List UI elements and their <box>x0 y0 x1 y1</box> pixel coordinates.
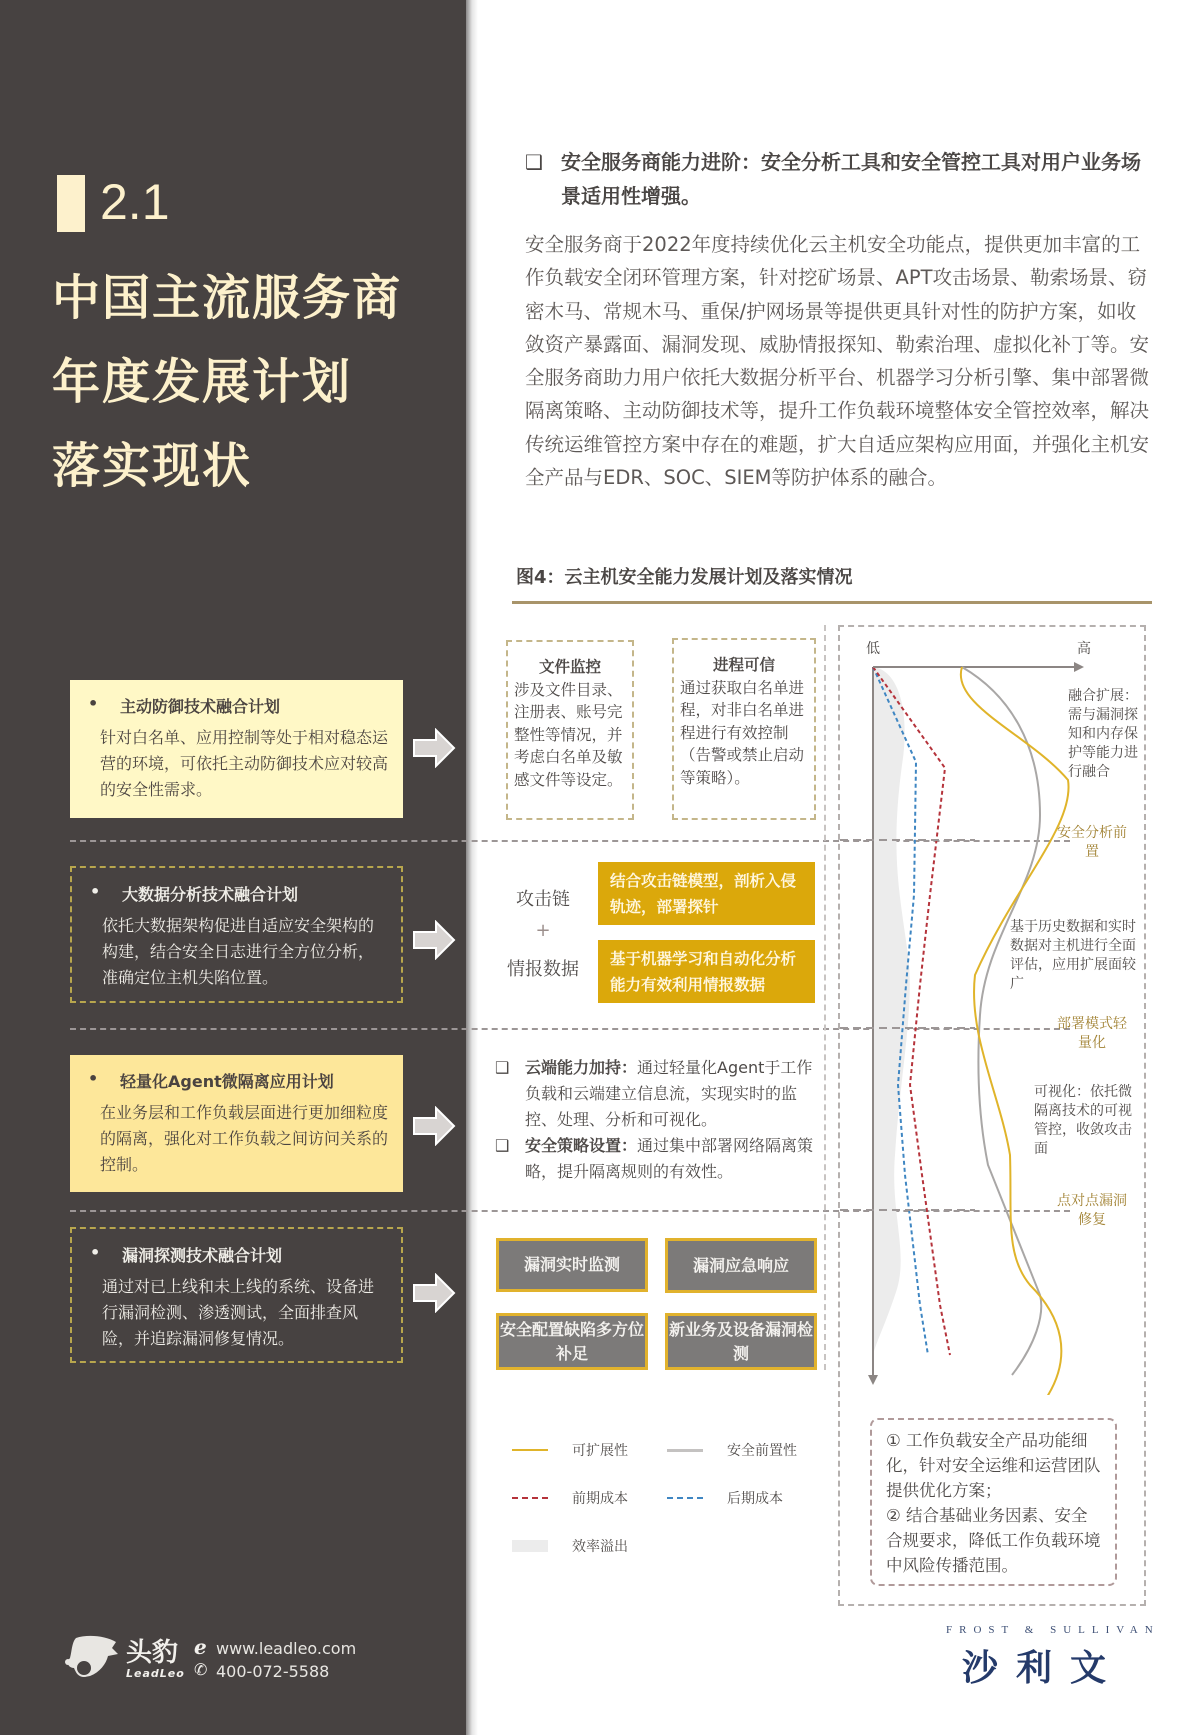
vuln-emergency-response-box: 漏洞应急响应 <box>665 1238 817 1293</box>
section-title-line-1: 中国主流服务商 <box>52 270 403 326</box>
legend-label: 效率溢出 <box>572 1539 628 1555</box>
plan-title: 大数据分析技术融合计划 <box>122 885 299 904</box>
partner-name-cn: 沙利文 <box>962 1648 1125 1689</box>
item-label: 安全策略设置： <box>525 1136 638 1155</box>
annotation-visualization: 可视化：依托微隔离技术的可视管控，收敛攻击面 <box>1034 1084 1132 1157</box>
section-number: 2.1 <box>100 174 170 230</box>
legend-label: 可扩展性 <box>572 1443 628 1459</box>
plan-card-vuln-detection <box>70 1227 403 1363</box>
plan-title: 漏洞探测技术融合计划 <box>122 1246 283 1265</box>
section-marker <box>57 175 85 232</box>
intro-paragraph: 安全服务商于2022年度持续优化云主机安全功能点，提供更加丰富的工作负载安全闭环管理方案，针对挖矿场景、APT攻击场景、勒索场景、窃密木马、常规木马、重保/护网场景等提供更具针对性的防护方案，如收敛资产暴露面、漏洞发现、威胁情报探知、勒索治理、虚拟化补丁等。安全服务商助力用户依托大数据分析平台、机器学习分析引擎、集中部署微隔离策略、主动防御技术等，提升工作负载环境整体安全管控效率，解决传统运维管控方案中存在的难题，扩大自适应架构应用面，并强化主机安全产品与EDR、SOC、SIEM等防护体系的融合。 <box>525 233 1150 490</box>
plan-card-active-defense <box>70 680 403 818</box>
legend-label: 前期成本 <box>572 1491 628 1507</box>
section-title-line-2: 年度发展计划 <box>52 354 353 410</box>
brand-name-en: LeadLeo <box>126 1667 185 1680</box>
legend-item <box>512 1536 628 1556</box>
web-icon: ℯ <box>194 1635 207 1659</box>
x-axis-arrow-icon <box>1074 662 1084 672</box>
solid-line-icon <box>667 1449 703 1452</box>
bullet-icon: • <box>88 1069 99 1088</box>
figure-title-rule <box>512 601 1152 604</box>
plan-title: 轻量化Agent微隔离应用计划 <box>120 1072 334 1091</box>
conclusion-box <box>870 1418 1117 1586</box>
leopard-logo-icon <box>62 1632 118 1680</box>
plan-body: 通过对已上线和未上线的系统、设备进行漏洞检测、渗透测试，全面排查风险，并追踪漏洞修复情况。 <box>102 1277 375 1348</box>
axis-low-label: 低 <box>866 641 880 657</box>
attack-chain-box: 结合攻击链模型，剖析入侵轨迹，部署探针 <box>598 862 815 925</box>
annotation-security-analysis: 安全分析前置 <box>1057 825 1127 860</box>
process-trust-box <box>672 638 816 820</box>
partner-name-en: FROST & SULLIVAN <box>946 1624 1160 1636</box>
ml-intel-box: 基于机器学习和自动化分析能力有效利用情报数据 <box>598 940 815 1003</box>
checkbox-bullet-icon: ❑ <box>495 1136 510 1155</box>
right-arrow-icon <box>412 1273 456 1313</box>
annotation-lightweight-deploy: 部署模式轻量化 <box>1057 1016 1127 1051</box>
intro-heading-text: 安全服务商能力进阶：安全分析工具和安全管控工具对用户业务场景适用性增强。 <box>561 150 1141 208</box>
dashed-line-icon <box>667 1497 703 1499</box>
threat-intel-label: 情报数据 <box>507 959 579 980</box>
plan-card-big-data <box>70 866 403 1003</box>
axis-high-label: 高 <box>1077 641 1091 657</box>
attack-chain-label: 攻击链 <box>516 889 570 910</box>
bullet-icon: • <box>90 882 101 901</box>
bullet-icon: • <box>90 1243 101 1262</box>
vuln-realtime-monitor-box: 漏洞实时监测 <box>496 1238 648 1292</box>
panel-shadow <box>466 0 478 1735</box>
right-arrow-icon <box>412 920 456 960</box>
plan-body: 依托大数据架构促进自适应安全架构的构建，结合安全日志进行全方位分析，准确定位主机失陷位置。 <box>102 916 375 987</box>
chart-legend <box>512 1440 832 1556</box>
legend-item <box>667 1488 783 1508</box>
box-body: 通过获取白名单进程，对非白名单进程进行有效控制（告警或禁止启动等策略）。 <box>680 678 805 787</box>
box-heading: 文件监控 <box>538 658 601 676</box>
legend-item <box>512 1440 667 1460</box>
legend-item <box>667 1440 797 1460</box>
brand-name-cn: 头豹 <box>126 1638 179 1668</box>
figure-title: 图4：云主机安全能力发展计划及落实情况 <box>516 567 853 588</box>
box-heading: 进程可信 <box>712 656 775 674</box>
annotation-history-data: 基于历史数据和实时数据对主机进行全面评估，应用扩展面较广 <box>1010 919 1136 992</box>
conclusion-point-1: ① 工作负载安全产品功能细化，针对安全运维和运营团队提供优化方案； <box>886 1431 1101 1500</box>
right-arrow-icon <box>412 1106 456 1146</box>
solid-line-icon <box>512 1449 548 1451</box>
column-divider <box>824 625 826 1370</box>
checkbox-bullet-icon: ❑ <box>525 150 543 174</box>
item-text: 通过轻量化Agent于工作负载和云端建立信息流，实现实时的监控、处理、分析和可视化。 <box>525 1058 813 1129</box>
plan-body: 在业务层和工作负载层面进行更加细粒度的隔离，强化对工作负载之间访问关系的控制。 <box>100 1103 389 1174</box>
phone-number: 400-072-5588 <box>216 1662 330 1681</box>
section-title-line-3: 落实现状 <box>52 438 253 494</box>
website-link[interactable]: www.leadleo.com <box>216 1639 357 1658</box>
annotation-p2p-patch: 点对点漏洞修复 <box>1057 1193 1127 1228</box>
config-defect-box: 安全配置缺陷多方位补足 <box>496 1313 648 1370</box>
dashed-line-icon <box>512 1497 548 1499</box>
plan-card-micro-isolation <box>70 1055 403 1192</box>
bullet-icon: • <box>88 694 99 713</box>
series-security-pre <box>962 667 1041 1375</box>
right-arrow-icon <box>412 728 456 768</box>
plan-body: 针对白名单、应用控制等处于相对稳态运营的环境，可依托主动防御技术应对较高的安全性需求。 <box>100 728 389 799</box>
phone-icon: ✆ <box>194 1660 208 1679</box>
legend-item <box>512 1488 667 1508</box>
item-label: 云端能力加持： <box>525 1058 638 1077</box>
new-business-vuln-box: 新业务及设备漏洞检测 <box>665 1313 817 1370</box>
cloud-capability-item <box>495 1055 825 1185</box>
plan-title: 主动防御技术融合计划 <box>120 697 281 716</box>
item-text: 通过集中部署网络隔离策略，提升隔离规则的有效性。 <box>525 1136 814 1181</box>
area-swatch-icon <box>512 1540 548 1552</box>
plus-label: + <box>535 920 551 941</box>
legend-label: 后期成本 <box>727 1491 783 1507</box>
annotation-fusion-expand: 融合扩展：需与漏洞探知和内存保护等能力进行融合 <box>1068 688 1138 780</box>
legend-label: 安全前置性 <box>727 1443 797 1459</box>
box-body: 涉及文件目录、注册表、账号完整性等情况，并考虑白名单及敏感文件等设定。 <box>514 680 623 789</box>
checkbox-bullet-icon: ❑ <box>495 1058 510 1077</box>
intro-heading <box>525 145 1145 213</box>
conclusion-point-2: ② 结合基础业务因素、安全合规要求，降低工作负载环境中风险传播范围。 <box>886 1506 1101 1575</box>
file-monitor-box <box>506 640 634 820</box>
